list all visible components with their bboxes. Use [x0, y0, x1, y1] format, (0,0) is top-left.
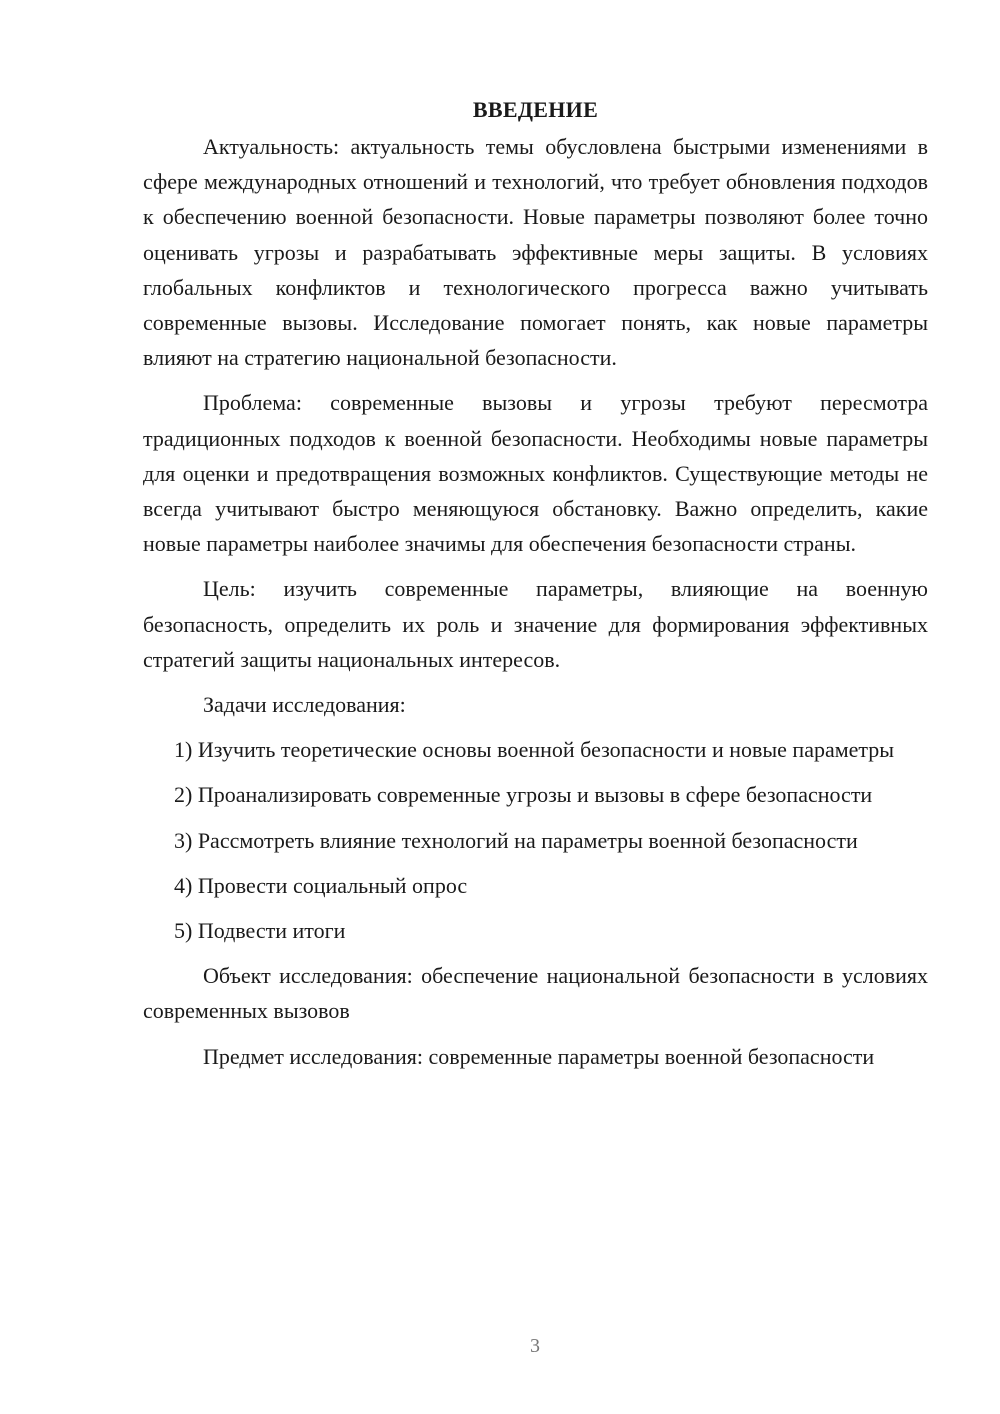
- tasks-list: [143, 732, 928, 948]
- paragraph-object: Объект исследования: обеспечение национальной безопасности в условиях современных вызовов: [143, 963, 928, 1024]
- paragraph-tasks-heading: Задачи исследования:: [203, 692, 406, 718]
- paragraph-goal: Цель: изучить современные параметры, влияющие на военную безопасность, определить их роль и значение для формирования эффективных стратегий защиты национальных интересов.: [143, 576, 928, 672]
- section-title: ВВЕДЕНИЕ: [472, 97, 599, 122]
- list-item: 2) Проанализировать современные угрозы и вызовы в сфере безопасности: [174, 782, 873, 808]
- list-item: 5) Подвести итоги: [174, 918, 346, 944]
- list-item: 4) Провести социальный опрос: [174, 872, 468, 898]
- document-page: [143, 92, 928, 1084]
- paragraph-subject: Предмет исследования: современные параметры военной безопасности: [203, 1043, 875, 1069]
- paragraph-problem: Проблема: современные вызовы и угрозы требуют пересмотра традиционных подходов к военной безопасности. Необходимы новые параметры для оценки и предотвращения возможных конфликтов. Существующие методы не всегда учитывают быстро меняющуюся обстановку. Важно определить, какие новые параметры наиболее значимы для обеспечения безопасности страны.: [143, 390, 928, 557]
- paragraph-relevance: Актуальность: актуальность темы обусловлена быстрыми изменениями в сфере международных отношений и технологий, что требует обновления подходов к обеспечению военной безопасности. Новые параметры позволяют более точно оценивать угрозы и разрабатывать эффективные меры защиты. В условиях глобальных конфликтов и технологического прогресса важно учитывать современные вызовы. Исследование помогает понять, как новые параметры влияют на стратегию национальной безопасности.: [143, 134, 928, 371]
- list-item: 1) Изучить теоретические основы военной безопасности и новые параметры: [174, 737, 895, 763]
- page-number: 3: [530, 1335, 540, 1357]
- list-item: 3) Рассмотреть влияние технологий на параметры военной безопасности: [174, 827, 858, 853]
